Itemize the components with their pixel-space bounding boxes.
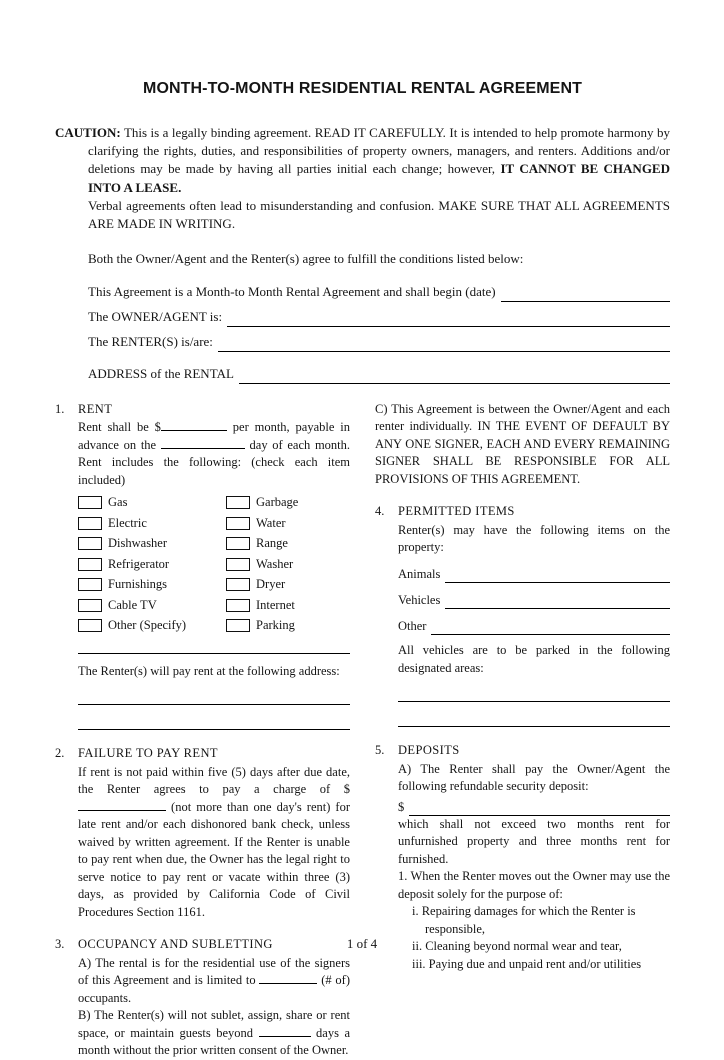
caution-bold-text: IT CANNOT BE CHANGED INTO A LEASE. xyxy=(88,161,670,195)
checkbox-cable-tv[interactable] xyxy=(78,599,102,612)
failure-text-1: If rent is not paid within five (5) days after due date, the Renter agrees to pay a charge of $ xyxy=(78,764,350,797)
checkbox-other-specify[interactable] xyxy=(78,619,102,632)
occupancy-a-text-1: A) The rental is for the residential use of the signers of this Agreement and is limited to xyxy=(78,955,350,988)
section-occupancy xyxy=(55,936,350,1060)
renters-label: The RENTER(S) is/are: xyxy=(88,334,213,349)
checkbox-item-water xyxy=(226,515,350,533)
renters-blank[interactable] xyxy=(218,336,670,352)
pay-address-line-1[interactable] xyxy=(78,680,350,705)
other-blank[interactable] xyxy=(431,619,670,635)
page-number: 1 of 4 xyxy=(346,936,378,951)
vehicles-blank[interactable] xyxy=(445,593,670,609)
two-column-layout xyxy=(55,401,670,1060)
owner-agent-row xyxy=(88,308,670,327)
permitted-intro: Renter(s) may have the following items on the property: xyxy=(398,522,670,555)
section-occupancy-number: 3. xyxy=(55,937,65,952)
begin-date-row xyxy=(88,283,670,302)
checkbox-item-range xyxy=(226,535,350,553)
deposit-limit-paragraph: which shall not exceed two months rent for unfurnished property and three months rent for furnished. xyxy=(398,816,670,866)
checkbox-item-internet xyxy=(226,597,350,615)
checkbox-electric[interactable] xyxy=(78,517,102,530)
section-deposits-heading-row xyxy=(375,742,670,760)
checkbox-furnishings[interactable] xyxy=(78,578,102,591)
section-failure-number: 2. xyxy=(55,746,65,761)
renters-row xyxy=(88,333,670,352)
other-label: Other xyxy=(398,618,427,633)
section-deposits-heading: DEPOSITS xyxy=(398,743,460,758)
guest-days-blank[interactable] xyxy=(259,1026,311,1037)
checkbox-label-gas: Gas xyxy=(108,495,128,510)
occupants-blank[interactable] xyxy=(259,973,317,984)
failure-text-2: (not more than one day's rent) for late rent and/or each dishonored bank check, unless waived by written agreement. If the Renter is unable to pay rent when due, the Owner has the legal right to serve notice to pay rent or vacate within three (3) days, as provided by California Code of Civil Procedures Section 1161. xyxy=(78,799,350,919)
checkbox-item-electric xyxy=(78,515,226,533)
section-occupancy-body xyxy=(78,955,350,1060)
checkbox-dryer[interactable] xyxy=(226,578,250,591)
section-rent-number: 1. xyxy=(55,401,65,416)
checkbox-label-cable-tv: Cable TV xyxy=(108,597,157,612)
checkbox-label-dishwasher: Dishwasher xyxy=(108,536,168,551)
section-failure-heading-row xyxy=(55,745,350,763)
rental-address-row xyxy=(88,365,670,384)
checkbox-water[interactable] xyxy=(226,517,250,530)
parking-area-line-2[interactable] xyxy=(398,702,670,727)
failure-paragraph xyxy=(78,764,350,922)
left-column xyxy=(55,401,350,1060)
occupancy-b-text-1: B) The Renter(s) will not sublet, assign, share or rent space, or maintain guests beyond xyxy=(78,1008,350,1040)
deposit-amount-row xyxy=(398,798,670,816)
section-permitted-heading: PERMITTED ITEMS xyxy=(398,504,515,519)
right-column xyxy=(375,401,670,1060)
checkbox-washer[interactable] xyxy=(226,558,250,571)
checkbox-label-range: Range xyxy=(256,536,288,551)
deposit-use-item-3: iii. Paying due and unpaid rent and/or utilities xyxy=(412,956,642,971)
caution-text: This is a legally binding agreement. READ IT CAREFULLY. It is intended to help promote harmony by clarifying the rights, duties, and responsibilities of property owners, managers, and renters. Additions and/or deletions may be made by having all parties initial each change; however, xyxy=(88,125,670,177)
section-failure-heading: FAILURE TO PAY RENT xyxy=(78,746,218,761)
deposit-use-paragraph: 1. When the Renter moves out the Owner may use the deposit solely for the purpose of: xyxy=(398,869,670,901)
section-rent-body xyxy=(78,419,350,730)
other-row xyxy=(398,617,670,635)
checkbox-label-electric: Electric xyxy=(108,515,147,530)
checkbox-label-parking: Parking xyxy=(256,618,295,633)
begin-date-blank[interactable] xyxy=(501,286,670,302)
rent-text-3: day of each month. Rent includes the following: (check each item included) xyxy=(78,437,351,487)
checkbox-gas[interactable] xyxy=(78,496,102,509)
caution-verbal-paragraph: Verbal agreements often lead to misunderstanding and confusion. MAKE SURE THAT ALL AGREEMENTS ARE MADE IN WRITING. xyxy=(88,197,670,231)
parking-areas-intro: All vehicles are to be parked in the following designated areas: xyxy=(398,643,670,675)
deposit-use-item-1: i. Repairing damages for which the Renter is responsible, xyxy=(412,904,636,936)
section-rent-heading-row xyxy=(55,401,350,419)
deposit-use-item-2: ii. Cleaning beyond normal wear and tear, xyxy=(412,939,622,954)
rent-text-1: Rent shall be $ xyxy=(78,420,161,435)
parking-area-line-1[interactable] xyxy=(398,677,670,702)
checkbox-label-washer: Washer xyxy=(256,556,294,571)
vehicles-row xyxy=(398,591,670,609)
rent-text-2: per month, payable in advance on the xyxy=(78,420,351,452)
pay-address-intro: The Renter(s) will pay rent at the following address: xyxy=(78,663,340,678)
occupancy-clause-a xyxy=(78,955,350,1008)
section-permitted-number: 4. xyxy=(375,504,385,519)
section-deposits-number: 5. xyxy=(375,743,385,758)
animals-row xyxy=(398,565,670,583)
checkbox-item-washer xyxy=(226,556,350,574)
begin-date-label: This Agreement is a Month-to Month Rental Agreement and shall begin (date) xyxy=(88,284,496,300)
rent-includes-checkbox-grid xyxy=(78,494,350,635)
other-specify-line[interactable] xyxy=(78,643,350,654)
checkbox-label-garbage: Garbage xyxy=(256,495,299,510)
checkbox-item-cable-tv xyxy=(78,597,226,615)
checkbox-label-furnishings: Furnishings xyxy=(108,577,168,592)
section-occupancy-heading: OCCUPANCY AND SUBLETTING xyxy=(78,937,273,952)
owner-agent-label: The OWNER/AGENT is: xyxy=(88,309,223,325)
animals-blank[interactable] xyxy=(445,567,670,583)
section-rent xyxy=(55,401,350,731)
checkbox-item-gas xyxy=(78,494,226,512)
checkbox-label-water: Water xyxy=(256,515,286,530)
section-failure-to-pay xyxy=(55,745,350,921)
occupancy-clause-b xyxy=(78,1007,350,1060)
deposit-clause-a: A) The Renter shall pay the Owner/Agent the following refundable security deposit: xyxy=(398,761,670,794)
caution-label: CAUTION: xyxy=(55,125,121,140)
section-permitted-body xyxy=(398,522,670,727)
checkbox-refrigerator[interactable] xyxy=(78,558,102,571)
section-permitted-heading-row xyxy=(375,503,670,521)
owner-agent-blank[interactable] xyxy=(227,311,670,327)
animals-label: Animals xyxy=(398,566,441,581)
rent-due-day-blank[interactable] xyxy=(161,438,245,449)
rental-address-blank[interactable] xyxy=(239,368,670,384)
rent-amount-blank[interactable] xyxy=(161,420,227,431)
checkbox-item-dryer xyxy=(226,576,350,594)
section-failure-body xyxy=(78,764,350,922)
checkbox-item-refrigerator xyxy=(78,556,226,574)
checkbox-item-garbage xyxy=(226,494,350,512)
rental-address-label: ADDRESS of the RENTAL xyxy=(88,365,234,381)
checkbox-item-furnishings xyxy=(78,576,226,594)
rent-terms-paragraph xyxy=(78,419,350,489)
checkbox-item-parking xyxy=(226,617,350,635)
deposit-amount-blank[interactable] xyxy=(409,800,670,816)
clause-c-paragraph: C) This Agreement is between the Owner/Agent and each renter individually. IN THE EVENT OF DEFAULT BY ANY ONE SIGNER, EACH AND EVERY REMAINING SIGNER SHALL BE RESPONSIBLE FOR ALL PROVISIONS OF THIS AGREEMENT. xyxy=(375,401,670,486)
occupancy-a-text-2: (# of) occupants. xyxy=(78,973,350,1005)
checkbox-item-other-specify xyxy=(78,617,226,635)
vehicles-label: Vehicles xyxy=(398,592,441,607)
checkbox-dishwasher[interactable] xyxy=(78,537,102,550)
section-rent-heading: RENT xyxy=(78,401,113,416)
checkbox-internet[interactable] xyxy=(226,599,250,612)
checkbox-parking[interactable] xyxy=(226,619,250,632)
document-title: MONTH-TO-MONTH RESIDENTIAL RENTAL AGREEMENT xyxy=(143,80,582,97)
deposit-dollar-sign: $ xyxy=(398,799,405,814)
pay-address-line-2[interactable] xyxy=(78,705,350,730)
checkbox-label-dryer: Dryer xyxy=(256,577,286,592)
late-charge-blank[interactable] xyxy=(78,800,166,811)
section-permitted-items xyxy=(375,503,670,727)
checkbox-item-dishwasher xyxy=(78,535,226,553)
checkbox-label-refrigerator: Refrigerator xyxy=(108,556,170,571)
agreement-intro-line: Both the Owner/Agent and the Renter(s) agree to fulfill the conditions listed below: xyxy=(88,251,524,267)
checkbox-label-internet: Internet xyxy=(256,597,295,612)
checkbox-garbage[interactable] xyxy=(226,496,250,509)
occupancy-b-text-2: days a month without the prior written consent of the Owner. xyxy=(78,1025,350,1058)
checkbox-range[interactable] xyxy=(226,537,250,550)
caution-paragraph xyxy=(55,124,670,197)
checkbox-label-other-specify: Other (Specify) xyxy=(108,618,187,633)
